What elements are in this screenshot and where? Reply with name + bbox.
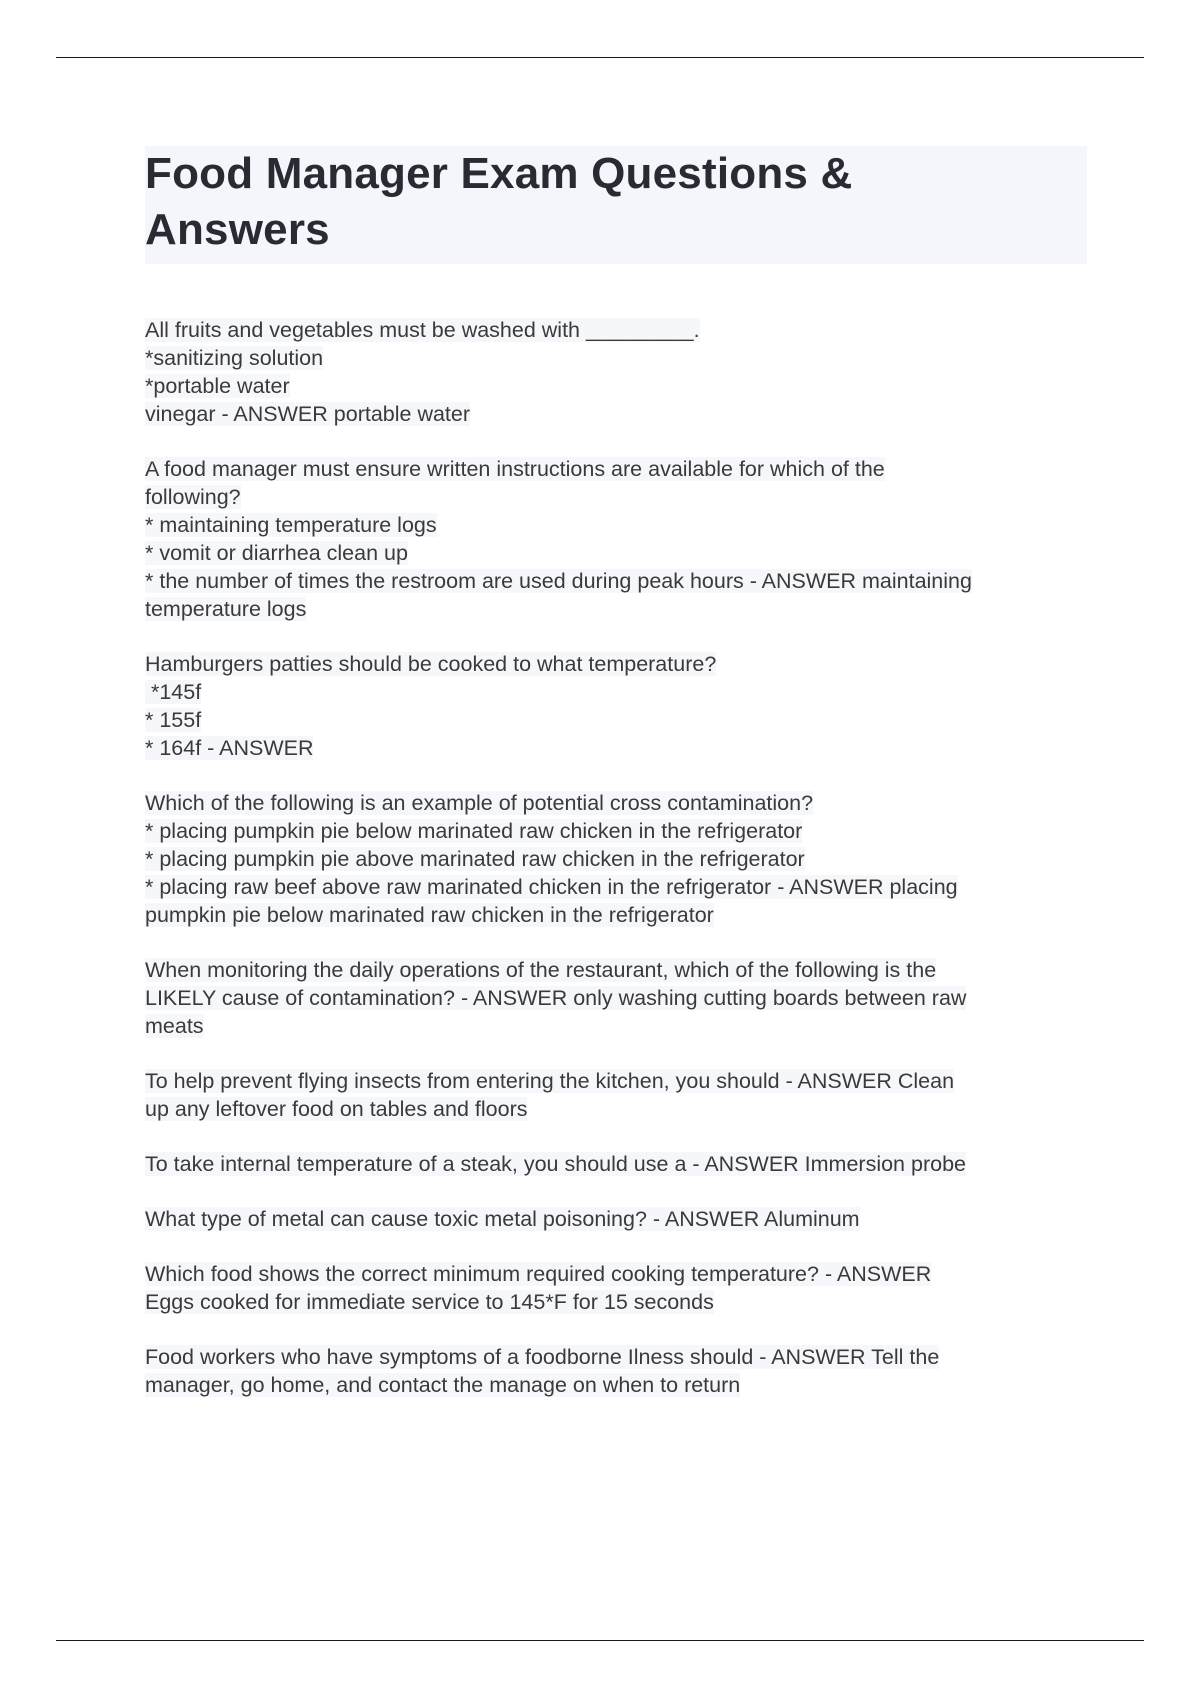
qa-line (145, 1095, 1087, 1123)
qa-line (145, 956, 1087, 984)
qa-line-text: following? (145, 485, 241, 509)
qa-line-text: Which of the following is an example of potential cross contamination? (145, 791, 814, 815)
qa-item (145, 956, 1087, 1040)
qa-line-text: * the number of times the restroom are used during peak hours - ANSWER maintaining (145, 569, 972, 593)
qa-line-text: *145f (145, 680, 202, 704)
qa-line-text: A food manager must ensure written instructions are available for which of the (145, 457, 885, 481)
qa-line (145, 678, 1087, 706)
qa-line (145, 1260, 1087, 1288)
qa-line-text: *portable water (145, 374, 290, 398)
qa-item (145, 455, 1087, 623)
qa-line (145, 455, 1087, 483)
qa-line (145, 1288, 1087, 1316)
qa-line (145, 984, 1087, 1012)
qa-line (145, 789, 1087, 817)
qa-line-text: pumpkin pie below marinated raw chicken in the refrigerator (145, 903, 714, 927)
qa-line-text: Which food shows the correct minimum required cooking temperature? - ANSWER (145, 1262, 932, 1286)
qa-line-text: Food workers who have symptoms of a foodborne Ilness should - ANSWER Tell the (145, 1345, 940, 1369)
qa-line-text: * vomit or diarrhea clean up (145, 541, 408, 565)
qa-line (145, 595, 1087, 623)
qa-line (145, 539, 1087, 567)
qa-line (145, 511, 1087, 539)
qa-line (145, 1205, 1087, 1233)
qa-line-text: Hamburgers patties should be cooked to what temperature? (145, 652, 717, 676)
qa-line (145, 316, 1087, 344)
qa-line (145, 901, 1087, 929)
qa-line-text: * placing pumpkin pie above marinated raw chicken in the refrigerator (145, 847, 805, 871)
qa-line (145, 372, 1087, 400)
qa-line-text: * placing raw beef above raw marinated chicken in the refrigerator - ANSWER placing (145, 875, 958, 899)
qa-line-text: temperature logs (145, 597, 307, 621)
qa-line-text: vinegar - ANSWER portable water (145, 402, 471, 426)
qa-item (145, 1067, 1087, 1123)
qa-line-text: To take internal temperature of a steak, you should use a - ANSWER Immersion probe (145, 1152, 966, 1176)
qa-line (145, 706, 1087, 734)
qa-line-text: *sanitizing solution (145, 346, 324, 370)
qa-line (145, 650, 1087, 678)
qa-list (145, 316, 1087, 1399)
qa-line-text: LIKELY cause of contamination? - ANSWER only washing cutting boards between raw (145, 986, 967, 1010)
bottom-rule (56, 1640, 1144, 1641)
qa-line-text: meats (145, 1014, 204, 1038)
qa-line (145, 1150, 1087, 1178)
qa-line (145, 344, 1087, 372)
qa-line-text: Eggs cooked for immediate service to 145*F for 15 seconds (145, 1290, 714, 1314)
qa-line-text: * 155f (145, 708, 202, 732)
qa-line (145, 1067, 1087, 1095)
qa-line-text: up any leftover food on tables and floors (145, 1097, 528, 1121)
qa-line (145, 400, 1087, 428)
qa-line-text: * maintaining temperature logs (145, 513, 437, 537)
top-rule (56, 57, 1144, 58)
qa-item (145, 1205, 1087, 1233)
qa-line (145, 845, 1087, 873)
qa-line (145, 1343, 1087, 1371)
qa-line (145, 1371, 1087, 1399)
qa-line-text: * 164f - ANSWER (145, 736, 314, 760)
page-title (145, 146, 1087, 258)
qa-line (145, 734, 1087, 762)
qa-item (145, 789, 1087, 929)
title-block (145, 146, 1087, 264)
document-body (145, 146, 1087, 1426)
qa-line-text: * placing pumpkin pie below marinated raw chicken in the refrigerator (145, 819, 803, 843)
qa-item (145, 1260, 1087, 1316)
qa-line-text: What type of metal can cause toxic metal poisoning? - ANSWER Aluminum (145, 1207, 860, 1231)
qa-item (145, 650, 1087, 762)
qa-line (145, 873, 1087, 901)
qa-line-text: manager, go home, and contact the manage on when to return (145, 1373, 741, 1397)
qa-item (145, 316, 1087, 428)
qa-line-text: When monitoring the daily operations of the restaurant, which of the following is the (145, 958, 937, 982)
qa-line (145, 483, 1087, 511)
qa-item (145, 1343, 1087, 1399)
title-line-1: Food Manager Exam Questions & (145, 149, 853, 198)
qa-line-text: All fruits and vegetables must be washed with _________. (145, 318, 700, 342)
qa-line (145, 817, 1087, 845)
title-line-2: Answers (145, 205, 330, 254)
qa-line (145, 1012, 1087, 1040)
qa-line (145, 567, 1087, 595)
qa-line-text: To help prevent flying insects from entering the kitchen, you should - ANSWER Clean (145, 1069, 955, 1093)
qa-item (145, 1150, 1087, 1178)
